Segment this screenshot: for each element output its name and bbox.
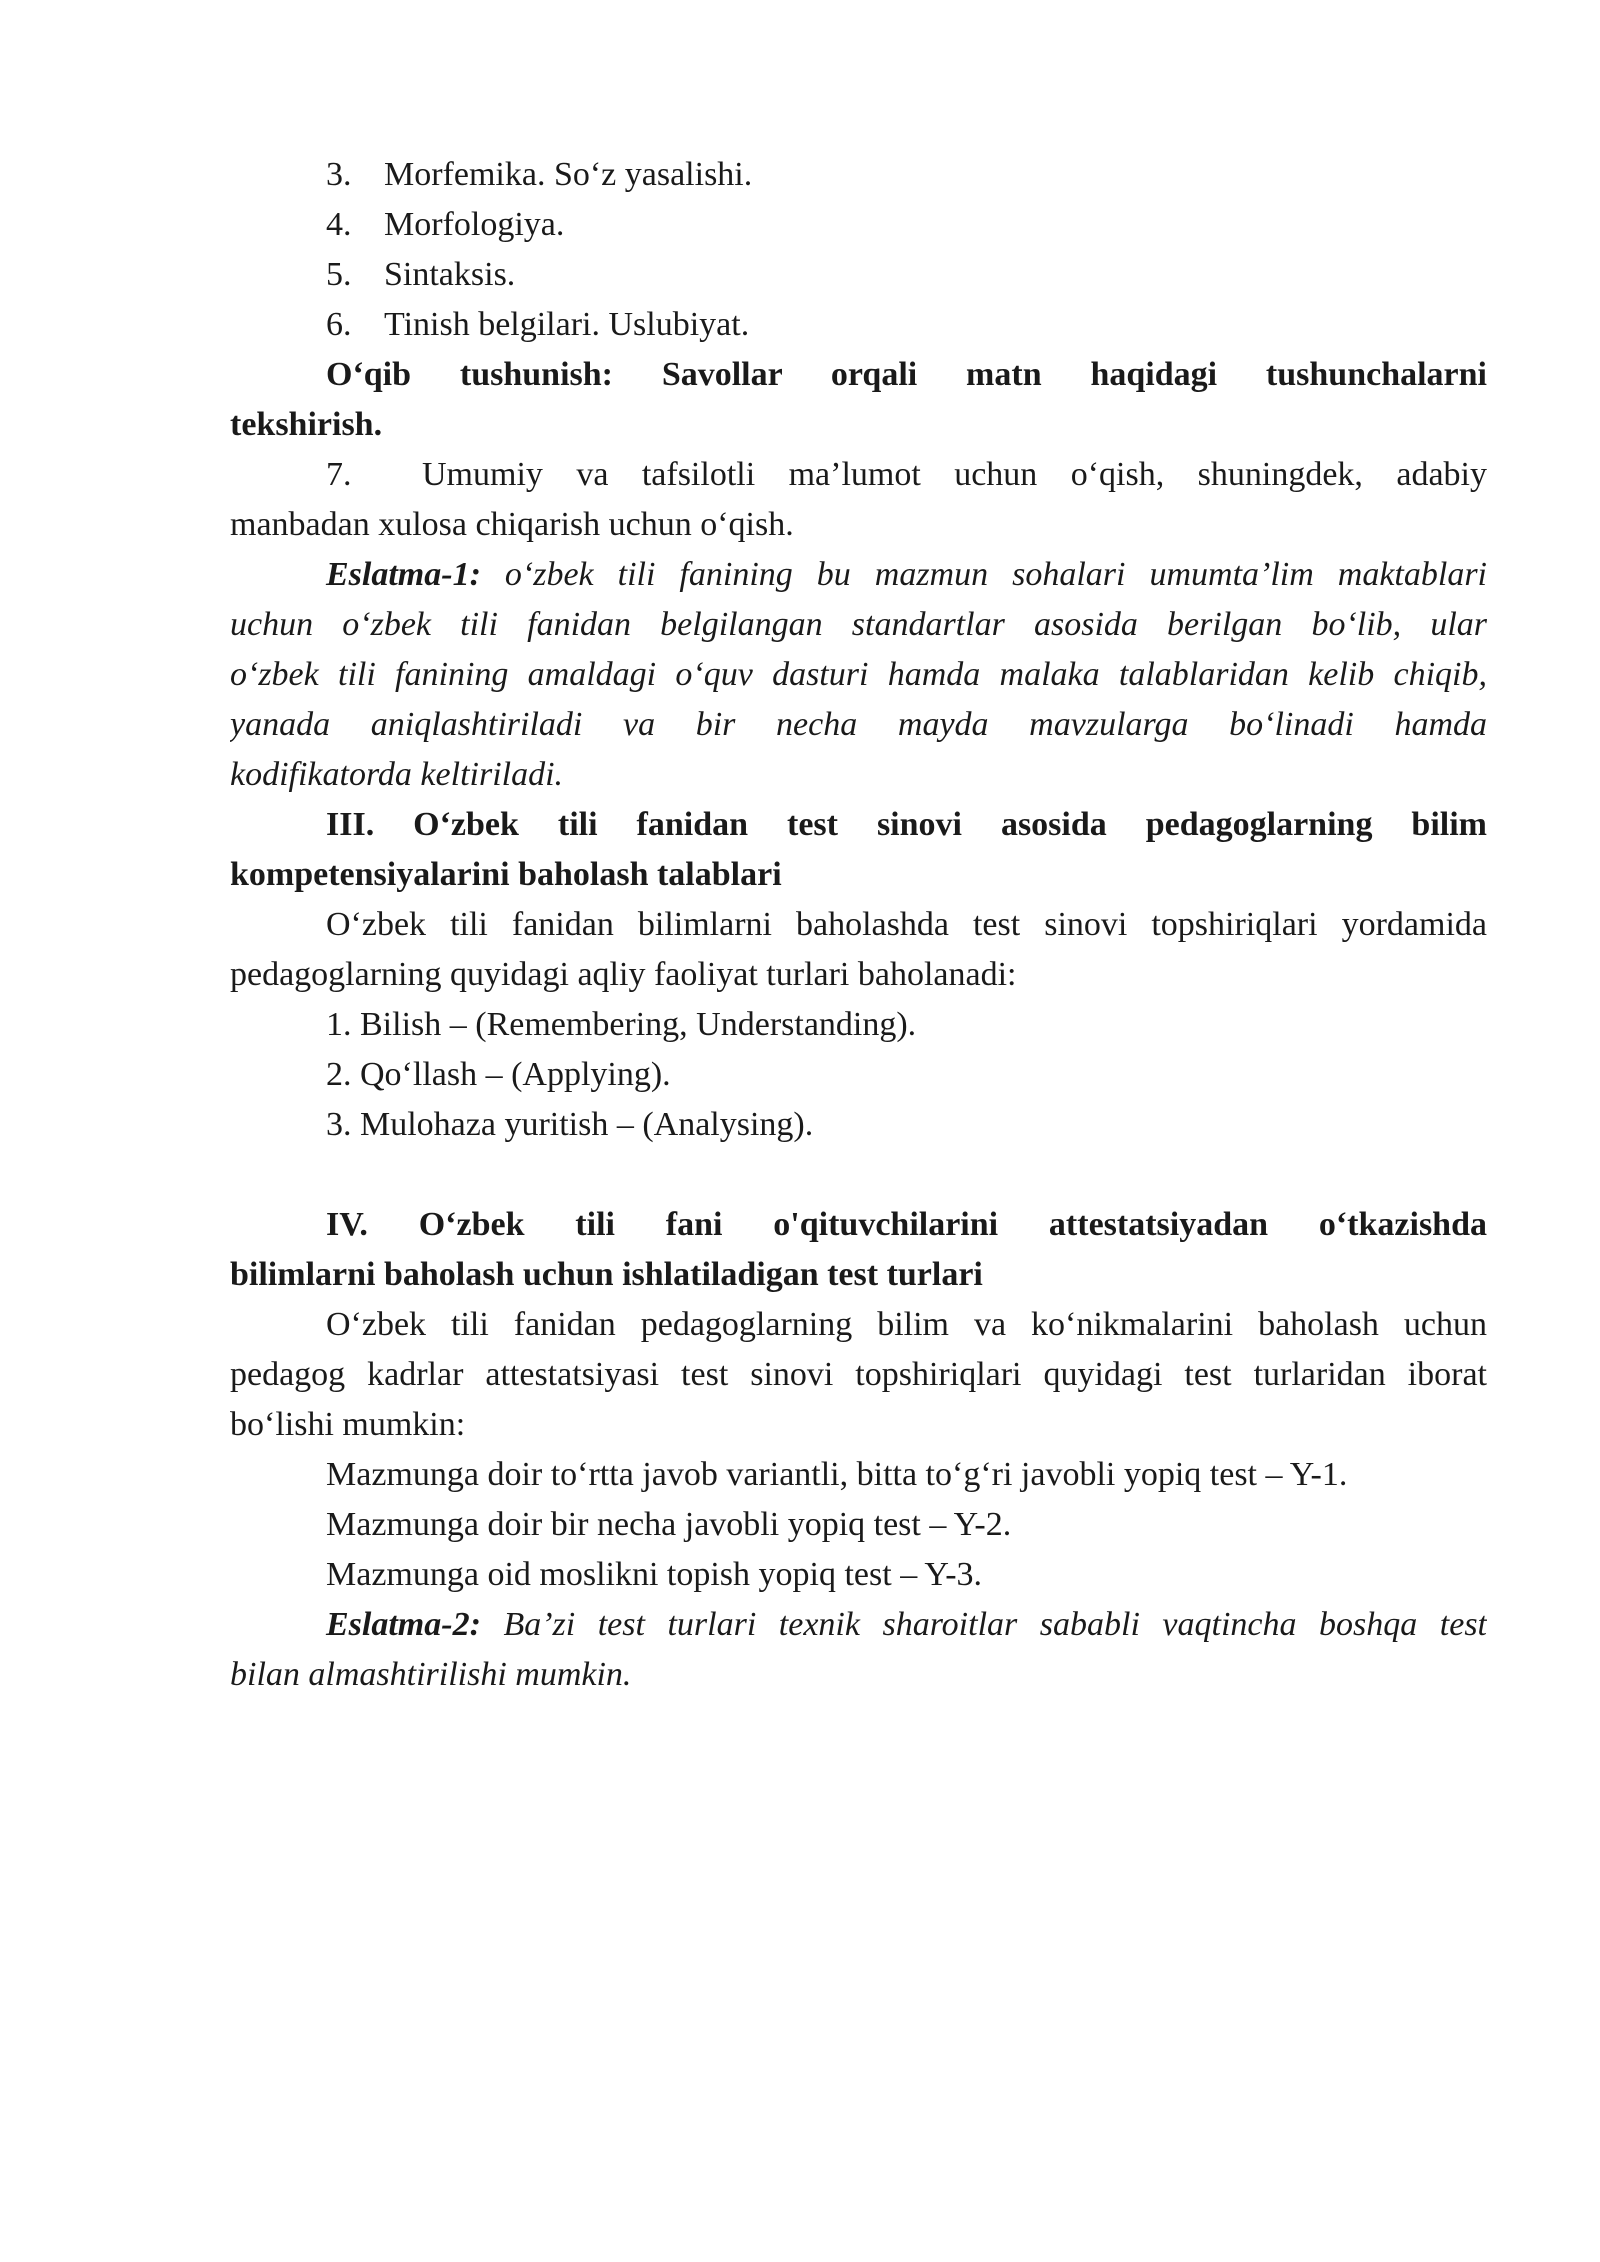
reading-item-number: 7. bbox=[326, 456, 352, 493]
reading-heading: O‘qib tushunish: Savollar orqali matn haqidagi tushunchalarni bbox=[326, 356, 1487, 393]
section-4-paragraph: O‘zbek tili fanidan pedagoglarning bilim va ko‘nikmalarini baholash uchun bbox=[326, 1306, 1487, 1343]
list-text: Morfologiya. bbox=[384, 206, 565, 243]
document-page bbox=[230, 150, 1487, 1700]
note-2-line: bilan almashtirilishi mumkin. bbox=[230, 1656, 632, 1693]
list-number: 6. bbox=[326, 306, 352, 343]
note-1-line: o‘zbek tili fanining amaldagi o‘quv dasturi hamda malaka talablaridan kelib chiqib, bbox=[230, 656, 1487, 693]
note-1-line: kodifikatorda keltiriladi. bbox=[230, 756, 564, 793]
note-1-line: uchun o‘zbek tili fanidan belgilangan standartlar asosida berilgan bo‘lib, ular bbox=[230, 606, 1487, 643]
reading-item-text: Umumiy va tafsilotli ma’lumot uchun o‘qish, shuningdek, adabiy bbox=[422, 456, 1487, 493]
list-item: Mazmunga doir bir necha javobli yopiq test – Y-2. bbox=[326, 1506, 1012, 1543]
list-item: 3. Mulohaza yuritish – (Analysing). bbox=[326, 1106, 814, 1143]
list-item bbox=[230, 300, 1487, 350]
list-number: 4. bbox=[326, 206, 352, 243]
section-3-heading-cont: kompetensiyalarini baholash talablari bbox=[230, 856, 782, 893]
note-1-text: o‘zbek tili fanining bu mazmun sohalari umumta’lim maktablari bbox=[504, 556, 1487, 593]
note-1 bbox=[230, 550, 1487, 600]
reading-item-cont: manbadan xulosa chiqarish uchun o‘qish. bbox=[230, 506, 794, 543]
list-text: Morfemika. So‘z yasalishi. bbox=[384, 156, 753, 193]
note-2-label: Eslatma-2: bbox=[326, 1606, 481, 1643]
list-number: 3. bbox=[326, 156, 352, 193]
section-4-heading: IV. O‘zbek tili fani o'qituvchilarini attestatsiyadan o‘tkazishda bbox=[326, 1206, 1487, 1243]
section-3-paragraph: O‘zbek tili fanidan bilimlarni baholashda test sinovi topshiriqlari yordamida bbox=[326, 906, 1487, 943]
reading-heading-cont: tekshirish. bbox=[230, 406, 383, 443]
list-item: Mazmunga doir to‘rtta javob variantli, bitta to‘g‘ri javobli yopiq test – Y-1. bbox=[326, 1456, 1348, 1493]
reading-item bbox=[230, 450, 1487, 500]
list-item bbox=[230, 150, 1487, 200]
section-4-paragraph-cont: bo‘lishi mumkin: bbox=[230, 1406, 466, 1443]
list-item bbox=[230, 200, 1487, 250]
section-4-heading-cont: bilimlarni baholash uchun ishlatiladigan test turlari bbox=[230, 1256, 983, 1293]
note-2 bbox=[230, 1600, 1487, 1650]
list-item: Mazmunga oid moslikni topish yopiq test – Y-3. bbox=[326, 1556, 983, 1593]
list-text: Sintaksis. bbox=[384, 256, 516, 293]
list-item: 2. Qo‘llash – (Applying). bbox=[326, 1056, 671, 1093]
list-number: 5. bbox=[326, 256, 352, 293]
section-3-paragraph-cont: pedagoglarning quyidagi aqliy faoliyat turlari baholanadi: bbox=[230, 956, 1017, 993]
note-1-label: Eslatma-1: bbox=[326, 556, 481, 593]
section-4-paragraph-cont: pedagog kadrlar attestatsiyasi test sinovi topshiriqlari quyidagi test turlaridan iborat bbox=[230, 1356, 1487, 1393]
section-3-heading: III. O‘zbek tili fanidan test sinovi asosida pedagoglarning bilim bbox=[326, 806, 1487, 843]
note-1-line: yanada aniqlashtiriladi va bir necha mayda mavzularga bo‘linadi hamda bbox=[230, 706, 1487, 743]
note-2-text: Ba’zi test turlari texnik sharoitlar sababli vaqtincha boshqa test bbox=[503, 1606, 1487, 1643]
list-item bbox=[230, 250, 1487, 300]
list-item: 1. Bilish – (Remembering, Understanding). bbox=[326, 1006, 917, 1043]
spacer bbox=[230, 1150, 1487, 1200]
list-text: Tinish belgilari. Uslubiyat. bbox=[384, 306, 750, 343]
